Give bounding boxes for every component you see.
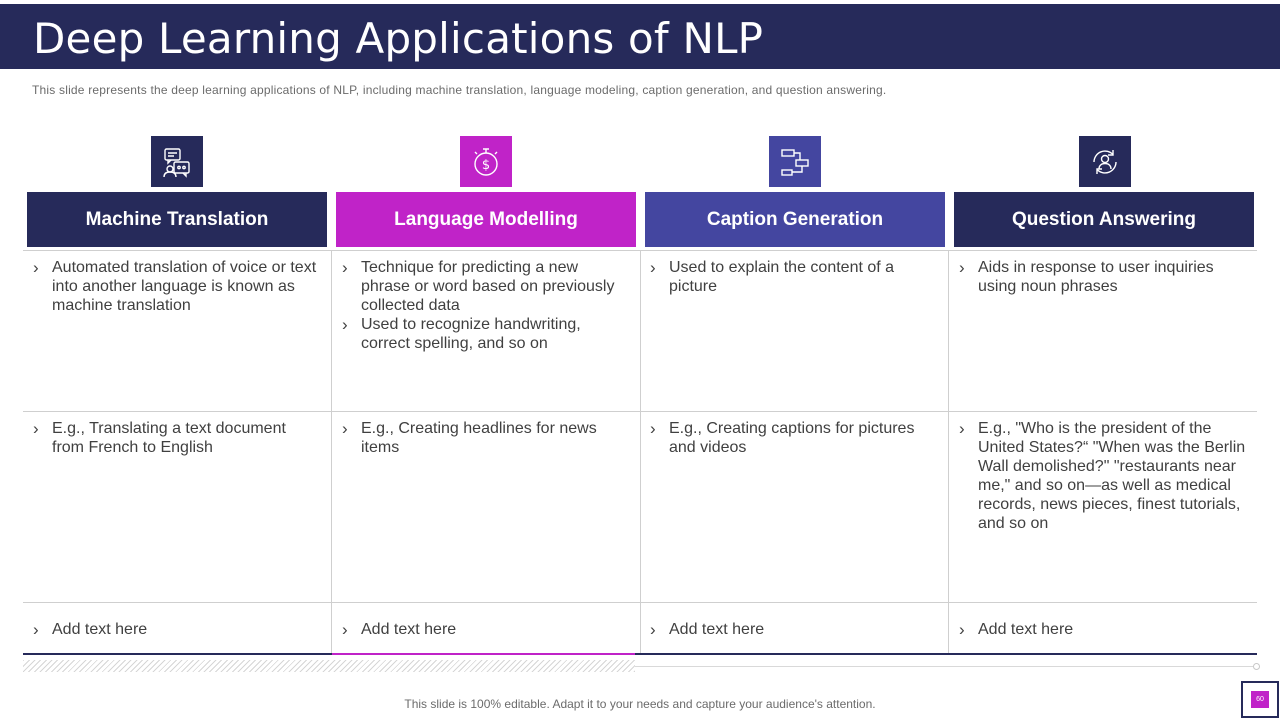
cell-question-answering-description [959, 258, 1249, 296]
cell-language-modelling-description [342, 258, 627, 353]
header-caption-generation: Caption Generation [645, 192, 945, 247]
list-item[interactable]: › Add text here [33, 620, 318, 639]
content-table [23, 250, 1257, 655]
hatch-decoration [23, 660, 635, 672]
stopwatch-dollar-icon [460, 136, 512, 187]
page-number: 60 [1251, 691, 1269, 708]
footer-note: This slide is 100% editable. Adapt it to your needs and capture your audience's attention. [404, 697, 876, 711]
cell-machine-translation-example [33, 419, 318, 457]
page-number-box [1241, 681, 1279, 718]
svg-text:$: $ [481, 157, 491, 173]
list-item: › Automated translation of voice or text into another language is known as machine translation [33, 258, 318, 315]
divider-end-dot [1253, 663, 1260, 670]
cell-machine-translation-placeholder[interactable] [33, 620, 318, 639]
user-cycle-icon [1079, 136, 1131, 187]
cell-machine-translation-description [33, 258, 318, 315]
header-question-answering: Question Answering [954, 192, 1254, 247]
list-item[interactable]: › Add text here [959, 620, 1249, 639]
list-item: › Used to recognize handwriting, correct spelling, and so on [342, 315, 627, 353]
translation-icon [151, 136, 203, 187]
list-item[interactable]: › Add text here [342, 620, 627, 639]
list-item: › Technique for predicting a new phrase or word based on previously collected data [342, 258, 627, 315]
cell-question-answering-example [959, 419, 1249, 533]
divider [635, 666, 1253, 667]
header-language-modelling: Language Modelling [336, 192, 636, 247]
page-title: Deep Learning Applications of NLP [33, 14, 764, 63]
cell-language-modelling-placeholder[interactable] [342, 620, 627, 639]
cell-caption-generation-placeholder[interactable] [650, 620, 935, 639]
cell-language-modelling-example [342, 419, 627, 457]
header-machine-translation: Machine Translation [27, 192, 327, 247]
table-bottom-accent [332, 653, 635, 655]
slide-subtitle: This slide represents the deep learning applications of NLP, including machine translation, language modeling, caption generation, and question answering. [32, 83, 887, 97]
list-item: › Aids in response to user inquiries using noun phrases [959, 258, 1249, 296]
list-item[interactable]: › Add text here [650, 620, 935, 639]
list-item: › E.g., Creating headlines for news items [342, 419, 627, 457]
cell-question-answering-placeholder[interactable] [959, 620, 1249, 639]
flowchart-icon [769, 136, 821, 187]
cell-caption-generation-description [650, 258, 935, 296]
cell-caption-generation-example [650, 419, 935, 457]
title-bar [0, 4, 1280, 69]
list-item: › E.g., Translating a text document from French to English [33, 419, 318, 457]
table-bottom-border [23, 653, 1257, 655]
list-item: › E.g., "Who is the president of the United States?“ "When was the Berlin Wall demolished?" "restaurants near me," and so on—as well as medical records, news pieces, finest tutorials, and so on [959, 419, 1249, 533]
list-item: › E.g., Creating captions for pictures and videos [650, 419, 935, 457]
list-item: › Used to explain the content of a picture [650, 258, 935, 296]
